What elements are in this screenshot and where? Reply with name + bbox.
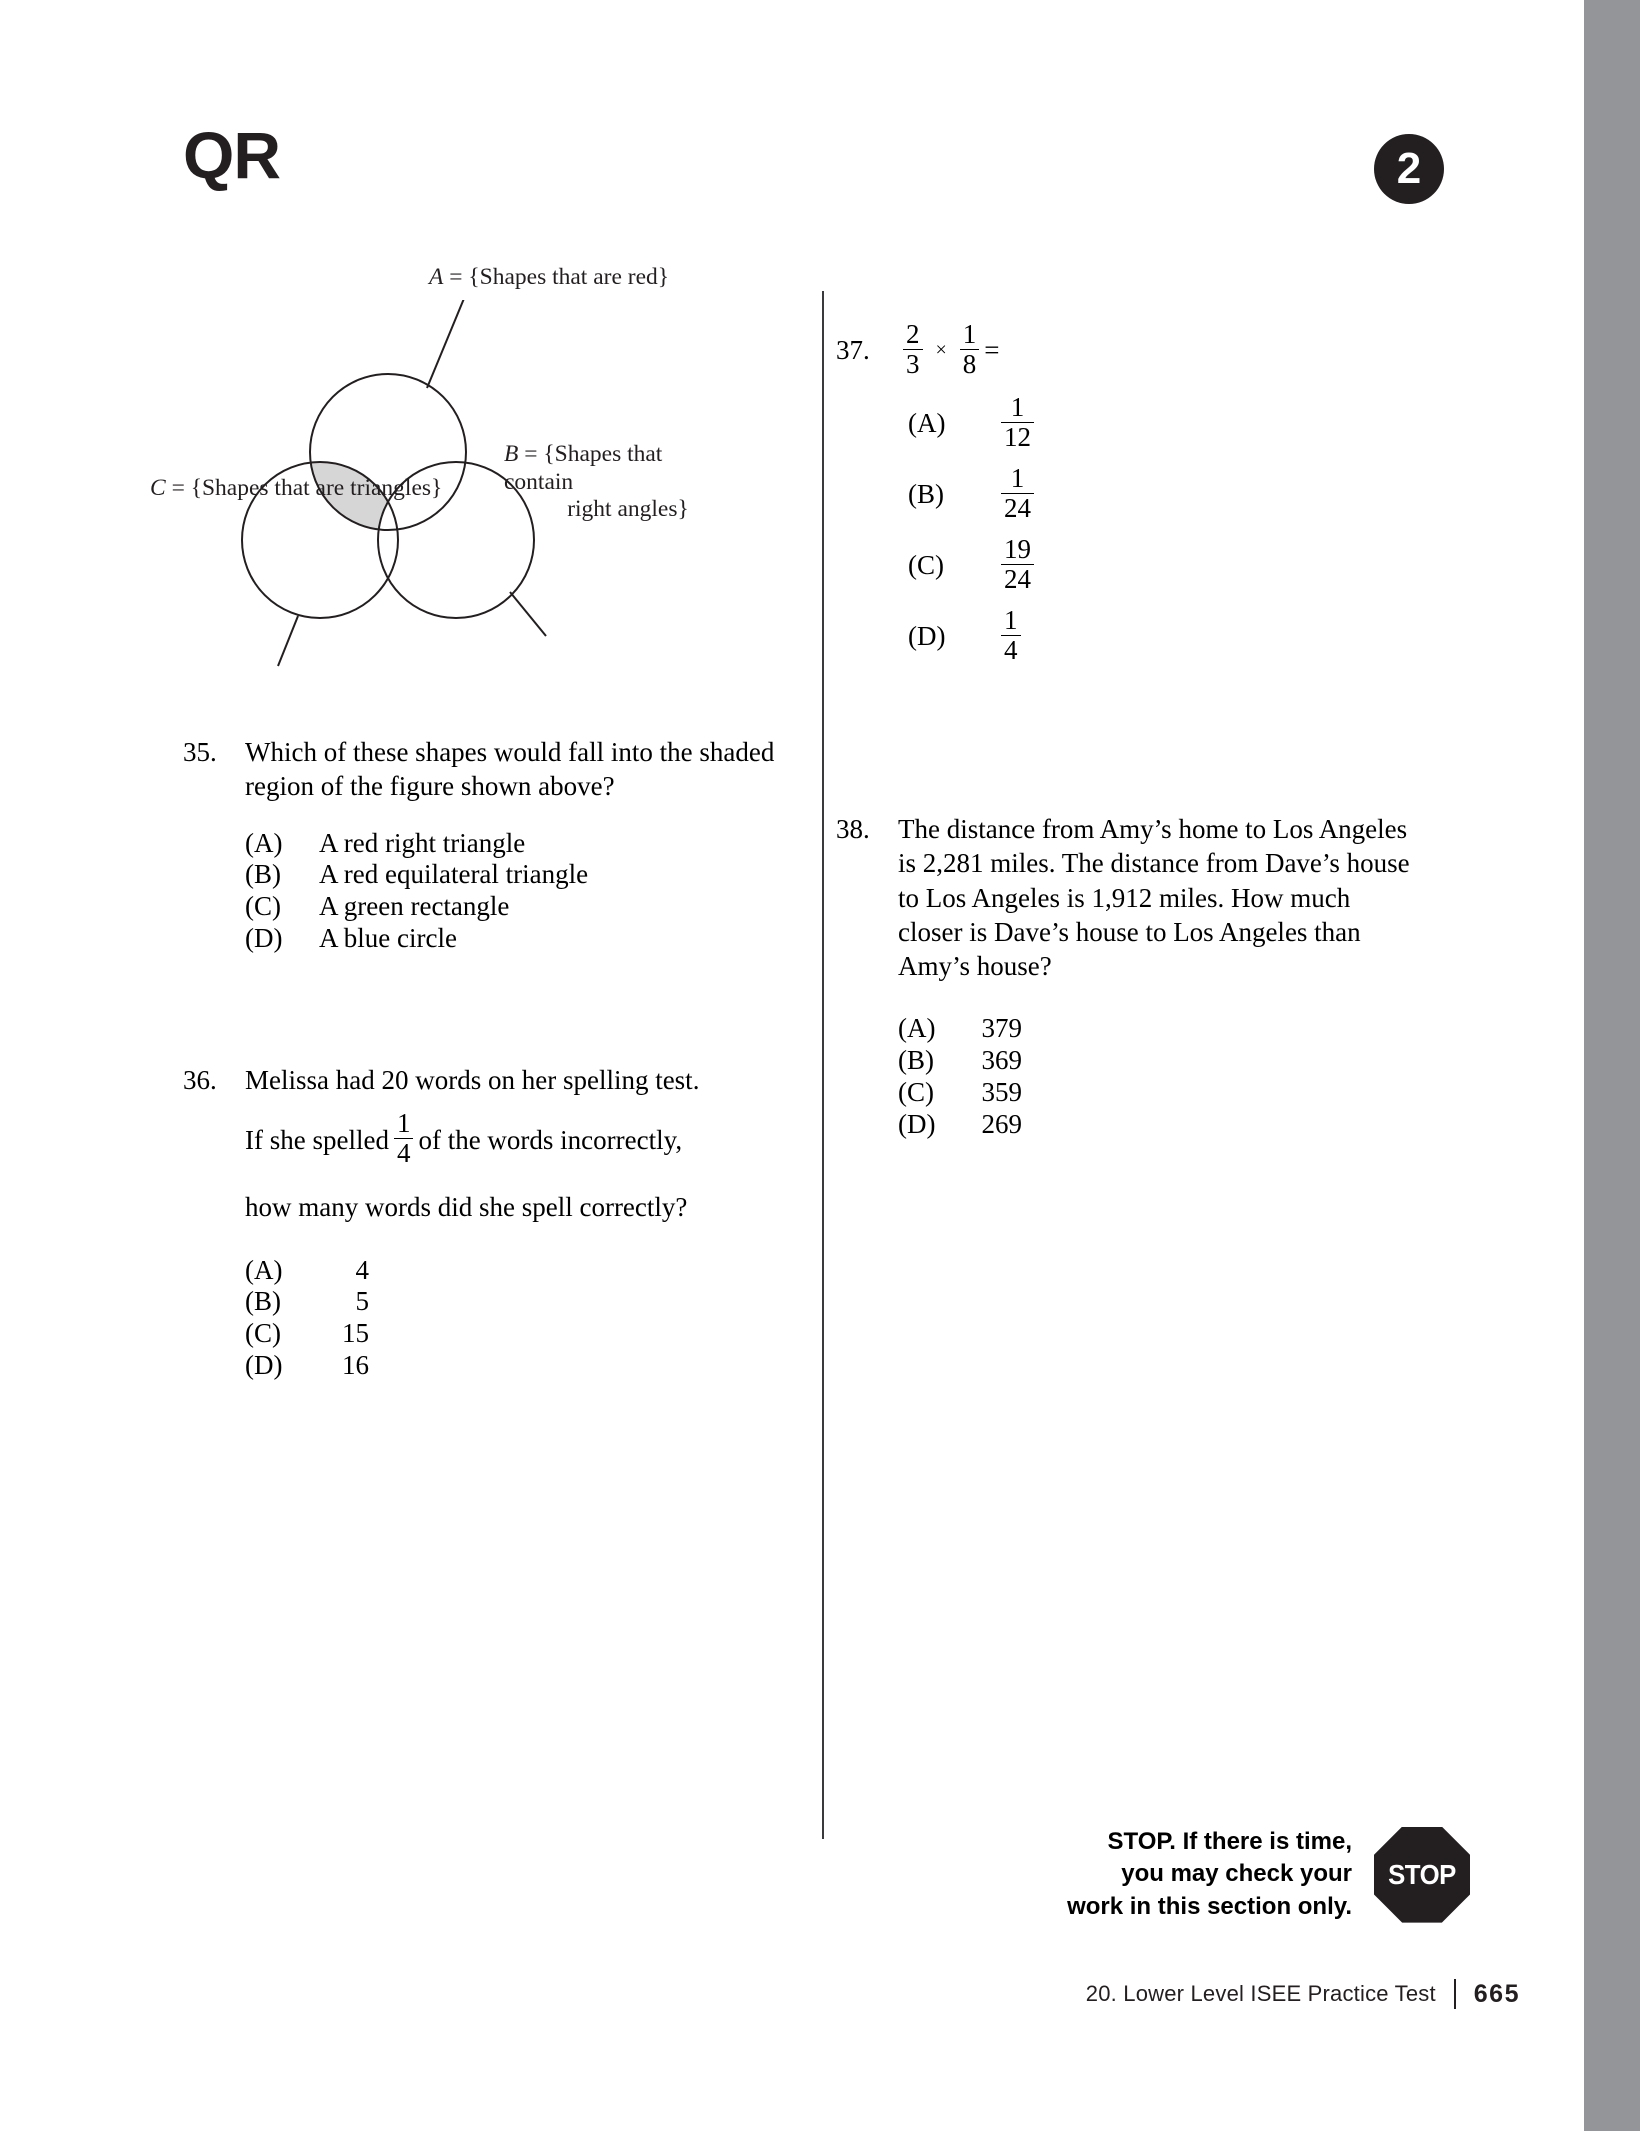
question-38	[836, 812, 1416, 1141]
question-38-choices	[898, 1013, 1416, 1140]
stop-notice-line2: you may check your	[1121, 1860, 1352, 1888]
question-37-fraction-2-denominator: 8	[960, 349, 980, 378]
choice-36-d[interactable]	[245, 1350, 783, 1382]
question-37-fraction-1-numerator: 2	[906, 319, 920, 349]
choice-36-b[interactable]	[245, 1286, 783, 1318]
choice-38-a-text: 379	[981, 1013, 1022, 1044]
question-35-stem: Which of these shapes would fall into the shaded region of the figure shown above?	[245, 737, 775, 802]
question-35-choices	[245, 828, 783, 955]
leader-line-c	[278, 616, 298, 666]
choice-37-d-numerator: 1	[1004, 605, 1018, 635]
question-37-fraction-2	[960, 321, 980, 378]
venn-label-b-var: B	[504, 441, 519, 467]
choice-37-d-fraction	[1001, 607, 1021, 664]
choice-38-d[interactable]	[898, 1109, 1416, 1141]
choice-37-b-letter: (B)	[908, 478, 944, 509]
question-36-line2-after: of the words incorrectly,	[418, 1124, 683, 1155]
choice-35-a-letter: (A)	[245, 827, 283, 858]
choice-37-a-denominator: 12	[1001, 422, 1034, 451]
question-37-operator: ×	[935, 338, 947, 361]
venn-label-a-text: = {Shapes that are red}	[443, 264, 670, 290]
stop-notice-line3: work in this section only.	[1067, 1892, 1352, 1920]
question-37-fraction-2-numerator: 1	[962, 319, 977, 349]
choice-36-c-text: 15	[342, 1318, 369, 1349]
question-36-line1: Melissa had 20 words on her spelling test.	[245, 1065, 700, 1095]
question-36	[183, 1063, 783, 1382]
choice-38-c-text: 359	[981, 1077, 1022, 1108]
section-number-badge: 2	[1374, 134, 1444, 204]
venn-label-c	[150, 475, 442, 503]
venn-label-a	[429, 264, 669, 292]
question-37-stem	[836, 319, 1256, 379]
choice-37-c[interactable]	[908, 534, 1256, 594]
column-divider	[822, 291, 824, 1839]
choice-37-b[interactable]	[908, 463, 1256, 523]
question-36-line2	[245, 1108, 783, 1169]
choice-38-b[interactable]	[898, 1045, 1416, 1077]
stop-sign-icon	[1374, 1827, 1470, 1923]
choice-37-c-fraction	[1001, 536, 1034, 593]
choice-36-d-letter: (D)	[245, 1350, 283, 1381]
choice-35-a-text: A red right triangle	[319, 827, 526, 858]
choice-38-a-letter: (A)	[898, 1013, 936, 1044]
stop-notice	[1000, 1826, 1470, 1923]
venn-label-b-line1: = {Shapes that contain	[504, 441, 663, 495]
question-36-fraction-denominator: 4	[394, 1138, 414, 1167]
question-36-fraction	[394, 1110, 414, 1167]
choice-36-a-letter: (A)	[245, 1254, 283, 1285]
venn-label-a-var: A	[429, 264, 444, 290]
question-36-line3: how many words did she spell correctly?	[245, 1192, 688, 1223]
choice-37-d-denominator: 4	[1001, 635, 1021, 664]
page-edge-bar	[1584, 0, 1640, 2131]
stop-notice-text	[1067, 1826, 1352, 1923]
venn-label-c-text: = {Shapes that are triangles}	[165, 475, 443, 501]
question-36-number: 36.	[183, 1065, 217, 1095]
choice-36-a[interactable]	[245, 1255, 783, 1287]
section-code-label: QR	[183, 118, 280, 192]
choice-37-d[interactable]	[908, 605, 1256, 665]
question-37-fraction-1	[903, 321, 923, 378]
question-37-equals: =	[984, 335, 1000, 366]
question-35	[183, 735, 783, 955]
choice-35-b-text: A red equilateral triangle	[319, 859, 589, 890]
choice-38-d-text: 269	[981, 1108, 1022, 1139]
leader-line-a	[427, 300, 470, 388]
choice-35-d[interactable]	[245, 923, 783, 955]
choice-38-d-letter: (D)	[898, 1108, 936, 1139]
stop-notice-line1: STOP. If there is time,	[1107, 1828, 1352, 1855]
venn-label-c-var: C	[150, 475, 166, 501]
question-37-choices	[908, 392, 1256, 665]
choice-36-b-letter: (B)	[245, 1286, 281, 1317]
choice-37-b-denominator: 24	[1001, 493, 1034, 522]
choice-35-b-letter: (B)	[245, 859, 281, 890]
choice-37-a[interactable]	[908, 392, 1256, 452]
question-38-number: 38.	[836, 814, 870, 844]
question-37-number: 37.	[836, 335, 870, 366]
choice-37-c-letter: (C)	[908, 549, 944, 580]
venn-label-b-line2: right angles}	[567, 496, 689, 523]
choice-38-b-text: 369	[981, 1045, 1022, 1076]
choice-38-a[interactable]	[898, 1013, 1416, 1045]
choice-37-b-fraction	[1001, 465, 1034, 522]
choice-36-a-text: 4	[355, 1254, 369, 1285]
question-35-number: 35.	[183, 737, 217, 767]
question-37	[836, 319, 1256, 679]
choice-35-c-letter: (C)	[245, 891, 281, 922]
leader-line-b	[510, 592, 546, 636]
choice-38-c[interactable]	[898, 1077, 1416, 1109]
venn-circle-a	[310, 374, 466, 530]
choice-37-a-fraction	[1001, 394, 1034, 451]
venn-label-b	[504, 441, 734, 524]
choice-36-c-letter: (C)	[245, 1318, 281, 1349]
footer-title: 20. Lower Level ISEE Practice Test	[1085, 1981, 1436, 2006]
question-36-fraction-numerator: 1	[396, 1108, 411, 1139]
choice-37-a-numerator: 1	[1010, 392, 1025, 422]
choice-35-c-text: A green rectangle	[319, 891, 510, 922]
choice-35-c[interactable]	[245, 891, 783, 923]
choice-35-b[interactable]	[245, 859, 783, 891]
footer-page-number: 665	[1473, 1979, 1520, 2008]
choice-35-a[interactable]	[245, 828, 783, 860]
choice-37-c-denominator: 24	[1001, 564, 1034, 593]
choice-35-d-text: A blue circle	[319, 923, 457, 954]
question-36-stem	[245, 1063, 783, 1225]
page-footer	[900, 1979, 1520, 2009]
choice-38-c-letter: (C)	[898, 1077, 934, 1108]
choice-36-d-text: 16	[342, 1350, 369, 1381]
footer-divider	[1454, 1979, 1456, 2009]
choice-37-c-numerator: 19	[1004, 534, 1031, 564]
question-38-stem: The distance from Amy’s home to Los Angeles is 2,281 miles. The distance from Dave’s house to Los Angeles is 1,912 miles. How much closer is Dave’s house to Los Angeles than Amy’s house?	[898, 814, 1410, 982]
choice-36-b-text: 5	[355, 1286, 369, 1317]
choice-35-d-letter: (D)	[245, 923, 283, 954]
stop-sign-label: STOP	[1388, 1858, 1456, 1890]
choice-37-a-letter: (A)	[908, 407, 946, 438]
choice-36-c[interactable]	[245, 1318, 783, 1350]
question-36-choices	[245, 1255, 783, 1382]
choice-38-b-letter: (B)	[898, 1045, 934, 1076]
question-36-line2-before: If she spelled	[245, 1124, 389, 1155]
question-37-fraction-1-denominator: 3	[903, 349, 923, 378]
venn-diagram-figure	[150, 264, 800, 700]
choice-37-b-numerator: 1	[1010, 463, 1025, 493]
choice-37-d-letter: (D)	[908, 620, 946, 651]
